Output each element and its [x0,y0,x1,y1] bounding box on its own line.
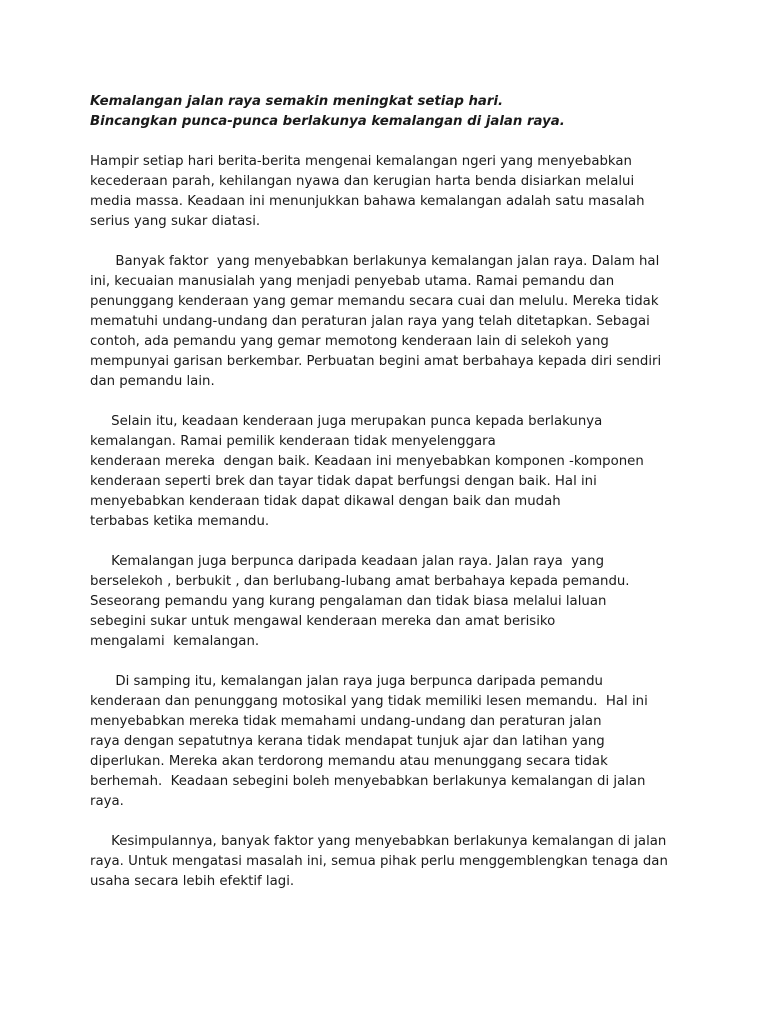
text-line: menyebabkan mereka tidak memahami undang-undang dan peraturan jalan [90,714,602,729]
text-line: mempunyai garisan berkembar. Perbuatan begini amat berbahaya kepada diri sendiri [90,354,662,369]
paragraph-conclusion [90,832,690,892]
text-line: Di samping itu, kemalangan jalan raya juga berpunca daripada pemandu [90,674,603,689]
text-line: Seseorang pemandu yang kurang pengalaman dan tidak biasa melalui laluan [90,594,607,609]
text-line: Selain itu, keadaan kenderaan juga merupakan punca kepada berlakunya [90,414,603,429]
text-line: kenderaan seperti brek dan tayar tidak dapat berfungsi dengan baik. Hal ini [90,474,597,489]
text-line: raya. [90,794,124,809]
text-line: Hampir setiap hari berita-berita mengenai kemalangan ngeri yang menyebabkan [90,154,632,169]
text-line: raya dengan sepatutnya kerana tidak mendapat tunjuk ajar dan latihan yang [90,734,605,749]
text-line: berselekoh , berbukit , dan berlubang-lubang amat berbahaya kepada pemandu. [90,574,630,589]
text-line: penunggang kenderaan yang gemar memandu secara cuai dan melulu. Mereka tidak [90,294,659,309]
text-line: Kemalangan juga berpunca daripada keadaan jalan raya. Jalan raya yang [90,554,605,569]
text-line: kecederaan parah, kehilangan nyawa dan kerugian harta benda disiarkan melalui [90,174,635,189]
document-page [90,92,690,912]
text-line: mengalami kemalangan. [90,634,260,649]
paragraph-unlicensed-drivers [90,672,690,812]
question-line-1: Kemalangan jalan raya semakin meningkat setiap hari. [90,94,504,109]
text-line: raya. Untuk mengatasi masalah ini, semua pihak perlu menggemblengkan tenaga dan [90,854,668,869]
text-line: menyebabkan kenderaan tidak dapat dikawal dengan baik dan mudah [90,494,561,509]
text-line: Kesimpulannya, banyak faktor yang menyebabkan berlakunya kemalangan di jalan [90,834,667,849]
text-line: dan pemandu lain. [90,374,215,389]
paragraph-introduction [90,152,690,232]
text-line: usaha secara lebih efektif lagi. [90,874,295,889]
question-line-2: Bincangkan punca-punca berlakunya kemalangan di jalan raya. [90,114,565,129]
text-line: ini, kecuaian manusialah yang menjadi penyebab utama. Ramai pemandu dan [90,274,615,289]
text-line: kenderaan mereka dengan baik. Keadaan ini menyebabkan komponen -komponen [90,454,644,469]
paragraph-vehicle-condition [90,412,690,532]
text-line: terbabas ketika memandu. [90,514,270,529]
text-line: serius yang sukar diatasi. [90,214,261,229]
paragraph-human-factor [90,252,690,392]
text-line: Banyak faktor yang menyebabkan berlakunya kemalangan jalan raya. Dalam hal [90,254,660,269]
essay-question [90,92,690,132]
text-line: mematuhi undang-undang dan peraturan jalan raya yang telah ditetapkan. Sebagai [90,314,650,329]
text-line: diperlukan. Mereka akan terdorong memandu atau menunggang secara tidak [90,754,608,769]
text-line: berhemah. Keadaan sebegini boleh menyebabkan berlakunya kemalangan di jalan [90,774,646,789]
paragraph-road-condition [90,552,690,652]
text-line: media massa. Keadaan ini menunjukkan bahawa kemalangan adalah satu masalah [90,194,645,209]
text-line: sebegini sukar untuk mengawal kenderaan mereka dan amat berisiko [90,614,556,629]
text-line: contoh, ada pemandu yang gemar memotong kenderaan lain di selekoh yang [90,334,609,349]
text-line: kenderaan dan penunggang motosikal yang tidak memiliki lesen memandu. Hal ini [90,694,648,709]
text-line: kemalangan. Ramai pemilik kenderaan tidak menyelenggara [90,434,496,449]
